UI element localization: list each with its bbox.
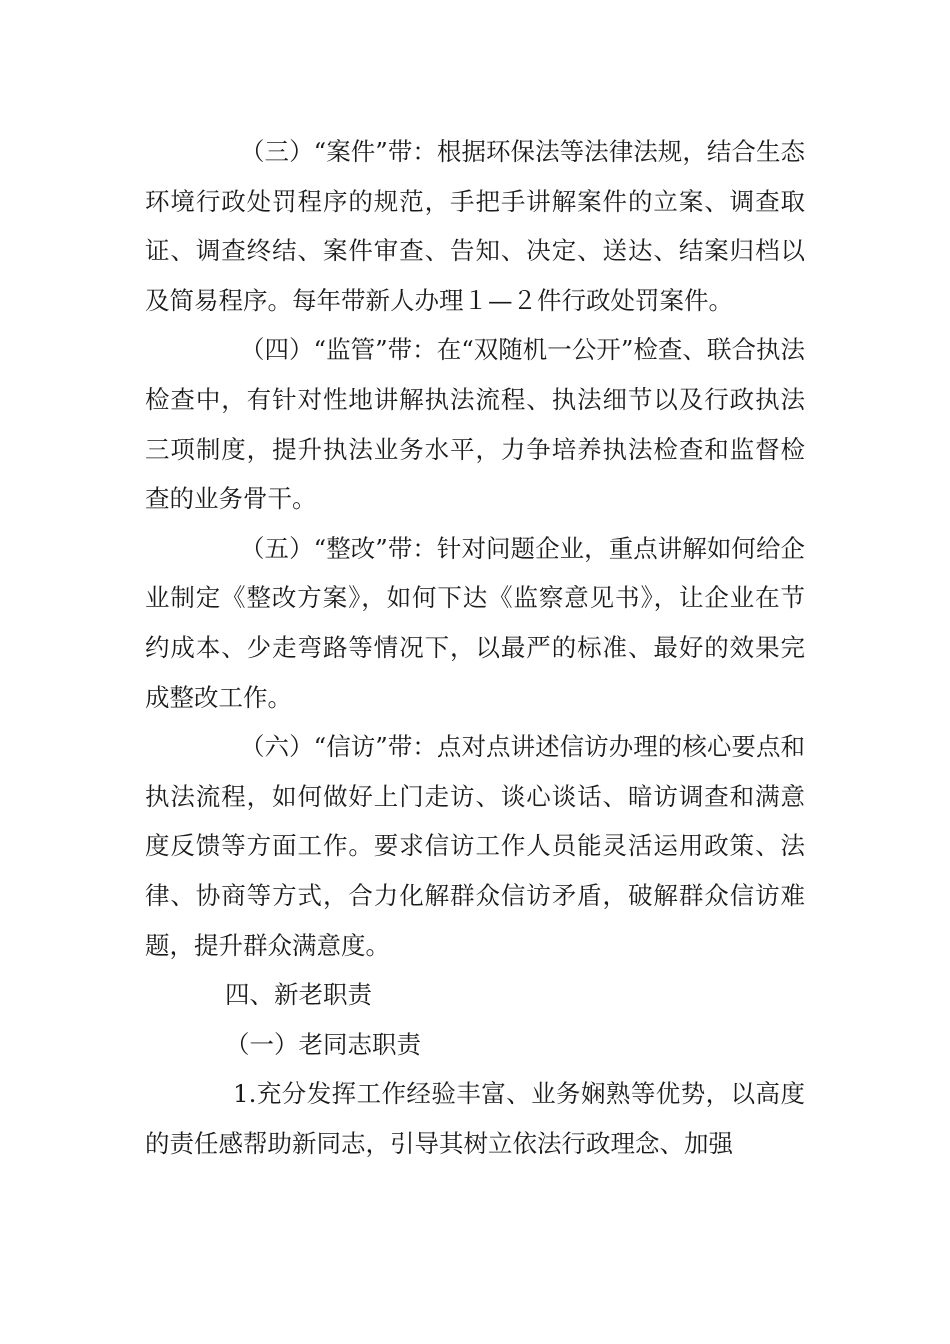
document-body <box>145 127 805 1168</box>
paragraph-petition-guidance: （六）“信访”带：点对点讲述信访办理的核心要点和执法流程，如何做好上门走访、谈心谈话、暗访调查和满意度反馈等方面工作。要求信访工作人员能灵活运用政策、法律、协商等方式，合力化解群众信访矛盾，破解群众信访难题，提升群众满意度。 <box>145 732 805 960</box>
paragraph-case-guidance: （三）“案件”带：根据环保法等法律法规，结合生态环境行政处罚程序的规范，手把手讲解案件的立案、调查取证、调查终结、案件审查、告知、决定、送达、结案归档以及简易程序。每年带新人办理１—２件行政处罚案件。 <box>145 137 805 315</box>
paragraph-rectification-guidance: （五）“整改”带：针对问题企业，重点讲解如何给企业制定《整改方案》，如何下达《监察意见书》，让企业在节约成本、少走弯路等情况下，以最严的标准、最好的效果完成整改工作。 <box>145 533 805 712</box>
paragraph-supervision-guidance: （四）“监管”带：在“双随机一公开”检查、联合执法检查中，有针对性地讲解执法流程、执法细节以及行政执法三项制度，提升执法业务水平，力争培养执法检查和监督检查的业务骨干。 <box>145 335 805 514</box>
list-item-senior-duty-1: 1.充分发挥工作经验丰富、业务娴熟等优势，以高度的责任感帮助新同志，引导其树立依法行政理念、加强 <box>145 1079 805 1158</box>
subsection-heading-senior-staff: （一）老同志职责 <box>225 1029 421 1059</box>
section-heading-responsibilities: 四、新老职责 <box>225 980 372 1010</box>
